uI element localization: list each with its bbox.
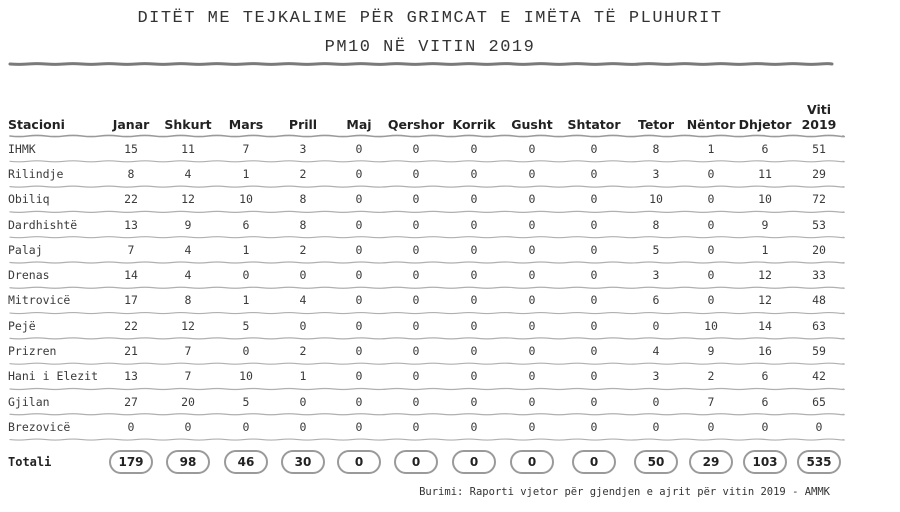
station-name: Palaj — [8, 242, 43, 257]
table-cell: 10 — [758, 192, 772, 207]
total-cell — [387, 440, 445, 484]
table-row — [8, 262, 845, 287]
table-cell: 4 — [184, 166, 192, 181]
table-cell: 0 — [412, 293, 420, 308]
table-cell: 7 — [127, 242, 135, 257]
table-cell: 0 — [470, 217, 478, 232]
table-cell: 0 — [590, 192, 598, 207]
table-cell: 1 — [707, 141, 715, 156]
column-header: Mars — [228, 117, 264, 132]
table-cell: 0 — [528, 192, 536, 207]
table-cell: 0 — [528, 318, 536, 333]
table-cell: 65 — [812, 394, 826, 409]
total-value-badge: 103 — [743, 450, 787, 474]
table-row — [8, 288, 845, 313]
station-name: Prizren — [8, 344, 57, 359]
total-value-badge: 179 — [109, 450, 153, 474]
table-cell: 0 — [355, 141, 363, 156]
table-cell: 2 — [299, 242, 307, 257]
table-cell: 6 — [761, 394, 769, 409]
column-header: Janar — [112, 117, 150, 132]
total-cell — [793, 440, 845, 484]
column-header: Tetor — [637, 117, 675, 132]
table-cell: 7 — [242, 141, 250, 156]
table-cell: 0 — [470, 242, 478, 257]
table-cell: 0 — [355, 192, 363, 207]
table-cell: 0 — [470, 318, 478, 333]
table-cell: 0 — [355, 318, 363, 333]
table-cell: 13 — [124, 217, 138, 232]
table-cell: 0 — [652, 318, 660, 333]
table-cell: 16 — [758, 344, 772, 359]
table-cell: 9 — [184, 217, 192, 232]
total-cell — [445, 440, 503, 484]
table-cell: 6 — [242, 217, 250, 232]
table-row — [8, 161, 845, 186]
table-cell: 4 — [652, 344, 660, 359]
table-cell: 0 — [299, 268, 307, 283]
table-cell: 8 — [652, 141, 660, 156]
total-cell — [627, 440, 685, 484]
table-cell: 8 — [299, 217, 307, 232]
column-header: Prill — [288, 117, 318, 132]
table-cell: 0 — [528, 166, 536, 181]
table-cell: 0 — [412, 419, 420, 434]
table-cell: 13 — [124, 369, 138, 384]
table-cell: 7 — [707, 394, 715, 409]
station-name: Drenas — [8, 268, 50, 283]
table-cell: 48 — [812, 293, 826, 308]
table-cell: 0 — [299, 419, 307, 434]
table-cell: 1 — [242, 293, 250, 308]
table-cell: 0 — [355, 242, 363, 257]
table-cell: 0 — [470, 141, 478, 156]
table-cell: 0 — [470, 369, 478, 384]
column-header: Maj — [346, 117, 372, 132]
table-cell: 0 — [707, 293, 715, 308]
table-cell: 0 — [590, 141, 598, 156]
table-cell: 0 — [355, 344, 363, 359]
column-header: Nëntor — [686, 117, 736, 132]
table-cell: 0 — [528, 141, 536, 156]
table-cell: 9 — [761, 217, 769, 232]
table-cell: 3 — [652, 268, 660, 283]
table-cell: 20 — [181, 394, 195, 409]
table-cell: 2 — [707, 369, 715, 384]
table-row — [8, 414, 845, 439]
totals-label: Totali — [8, 454, 52, 469]
table-cell: 6 — [761, 141, 769, 156]
total-value-badge: 46 — [224, 450, 268, 474]
table-cell: 0 — [707, 217, 715, 232]
total-cell — [103, 440, 159, 484]
table-cell: 0 — [707, 268, 715, 283]
table-cell: 33 — [812, 268, 826, 283]
table-cell: 29 — [812, 166, 826, 181]
table-cell: 3 — [652, 166, 660, 181]
column-header: Shtator — [567, 117, 621, 132]
total-value-badge: 30 — [281, 450, 325, 474]
total-cell — [217, 440, 275, 484]
table-cell: 5 — [242, 318, 250, 333]
table-cell: 0 — [127, 419, 135, 434]
table-cell: 20 — [812, 242, 826, 257]
table-cell: 0 — [470, 166, 478, 181]
table-cell: 4 — [184, 268, 192, 283]
table-cell: 14 — [758, 318, 772, 333]
station-name: Hani i Elezit — [8, 369, 99, 384]
table-row — [8, 136, 845, 161]
table-cell: 0 — [242, 419, 250, 434]
table-cell: 0 — [470, 192, 478, 207]
table-cell: 5 — [652, 242, 660, 257]
column-header: Viti 2019 — [801, 102, 837, 132]
table-cell: 0 — [652, 419, 660, 434]
table-cell: 0 — [412, 141, 420, 156]
station-name: Dardhishtë — [8, 217, 78, 232]
table-cell: 0 — [528, 344, 536, 359]
table-cell: 0 — [707, 242, 715, 257]
table-cell: 0 — [355, 293, 363, 308]
table-row — [8, 364, 845, 389]
table-cell: 7 — [184, 344, 192, 359]
table-cell: 0 — [652, 394, 660, 409]
table-row — [8, 237, 845, 262]
table-header-row — [8, 92, 845, 136]
total-cell — [503, 440, 561, 484]
table-cell: 3 — [299, 141, 307, 156]
table-cell: 4 — [184, 242, 192, 257]
column-header: Stacioni — [8, 117, 65, 132]
table-cell: 10 — [704, 318, 718, 333]
table-cell: 0 — [815, 419, 823, 434]
table-cell: 0 — [590, 419, 598, 434]
table-cell: 11 — [758, 166, 772, 181]
table-cell: 63 — [812, 318, 826, 333]
total-value-badge: 535 — [797, 450, 841, 474]
table-cell: 0 — [590, 344, 598, 359]
table-cell: 0 — [707, 419, 715, 434]
table-cell: 0 — [242, 268, 250, 283]
table-cell: 0 — [590, 293, 598, 308]
table-cell: 0 — [299, 394, 307, 409]
column-header: Dhjetor — [738, 117, 792, 132]
table-cell: 9 — [707, 344, 715, 359]
table-cell: 42 — [812, 369, 826, 384]
total-value-badge: 29 — [689, 450, 733, 474]
table-cell: 0 — [528, 268, 536, 283]
exceedance-table — [8, 92, 845, 484]
table-row — [8, 338, 845, 363]
table-cell: 12 — [758, 268, 772, 283]
table-cell: 2 — [299, 344, 307, 359]
table-cell: 4 — [299, 293, 307, 308]
table-cell: 0 — [242, 344, 250, 359]
table-cell: 8 — [127, 166, 135, 181]
station-name: Gjilan — [8, 394, 50, 409]
table-cell: 7 — [184, 369, 192, 384]
table-cell: 0 — [590, 268, 598, 283]
station-name: Obiliq — [8, 192, 50, 207]
source-note: Burimi: Raporti vjetor për gjendjen e ajrit për vitin 2019 - AMMK — [419, 486, 830, 498]
table-cell: 0 — [412, 268, 420, 283]
total-value-badge: 0 — [572, 450, 616, 474]
chart-title-line-2: PM10 NË VITIN 2019 — [324, 38, 536, 57]
table-cell: 0 — [412, 318, 420, 333]
table-cell: 0 — [590, 318, 598, 333]
table-cell: 6 — [761, 369, 769, 384]
table-cell: 15 — [124, 141, 138, 156]
table-cell: 0 — [590, 166, 598, 181]
total-value-badge: 0 — [337, 450, 381, 474]
table-cell: 0 — [528, 242, 536, 257]
table-cell: 22 — [124, 318, 138, 333]
total-cell — [737, 440, 793, 484]
table-cell: 0 — [528, 293, 536, 308]
station-name: Mitrovicë — [8, 293, 71, 308]
table-cell: 0 — [412, 344, 420, 359]
table-cell: 0 — [707, 166, 715, 181]
column-header: Qershor — [387, 117, 445, 132]
table-cell: 0 — [590, 242, 598, 257]
table-cell: 0 — [590, 394, 598, 409]
total-value-badge: 50 — [634, 450, 678, 474]
table-cell: 12 — [758, 293, 772, 308]
table-cell: 0 — [355, 166, 363, 181]
total-cell — [159, 440, 217, 484]
table-cell: 0 — [528, 419, 536, 434]
table-row — [8, 313, 845, 338]
table-cell: 0 — [412, 217, 420, 232]
table-cell: 0 — [590, 369, 598, 384]
table-cell: 17 — [124, 293, 138, 308]
total-cell — [685, 440, 737, 484]
chart-title-line-1: DITËT ME TEJKALIME PËR GRIMCAT E IMËTA TË PLUHURIT — [137, 9, 723, 28]
table-cell: 0 — [412, 192, 420, 207]
table-cell: 0 — [412, 166, 420, 181]
table-row — [8, 389, 845, 414]
table-cell: 1 — [242, 242, 250, 257]
table-cell: 1 — [299, 369, 307, 384]
table-cell: 0 — [470, 419, 478, 434]
table-cell: 5 — [242, 394, 250, 409]
table-cell: 0 — [470, 344, 478, 359]
table-cell: 10 — [239, 369, 253, 384]
table-cell: 0 — [299, 318, 307, 333]
total-value-badge: 0 — [510, 450, 554, 474]
table-cell: 0 — [590, 217, 598, 232]
total-cell — [331, 440, 387, 484]
table-cell: 12 — [181, 318, 195, 333]
column-header: Korrik — [452, 117, 496, 132]
table-cell: 14 — [124, 268, 138, 283]
column-header: Gusht — [511, 117, 553, 132]
table-cell: 0 — [355, 268, 363, 283]
table-cell: 0 — [355, 394, 363, 409]
totals-row — [8, 440, 845, 484]
total-cell — [561, 440, 627, 484]
table-cell: 59 — [812, 344, 826, 359]
table-cell: 22 — [124, 192, 138, 207]
table-cell: 0 — [412, 369, 420, 384]
table-cell: 27 — [124, 394, 138, 409]
title-underline — [10, 64, 832, 65]
table-cell: 0 — [528, 217, 536, 232]
table-cell: 10 — [239, 192, 253, 207]
table-cell: 8 — [652, 217, 660, 232]
table-cell: 8 — [184, 293, 192, 308]
table-cell: 10 — [649, 192, 663, 207]
table-cell: 6 — [652, 293, 660, 308]
table-row — [8, 212, 845, 237]
table-cell: 0 — [470, 268, 478, 283]
station-name: Brezovicë — [8, 419, 71, 434]
total-value-badge: 0 — [452, 450, 496, 474]
table-cell: 0 — [184, 419, 192, 434]
table-cell: 11 — [181, 141, 195, 156]
table-cell: 0 — [355, 369, 363, 384]
table-cell: 0 — [470, 394, 478, 409]
table-cell: 0 — [355, 217, 363, 232]
table-cell: 51 — [812, 141, 826, 156]
table-cell: 0 — [707, 192, 715, 207]
table-cell: 0 — [761, 419, 769, 434]
table-cell: 12 — [181, 192, 195, 207]
station-name: Pejë — [8, 318, 36, 333]
station-name: Rilindje — [8, 166, 64, 181]
table-cell: 0 — [528, 369, 536, 384]
total-value-badge: 98 — [166, 450, 210, 474]
table-cell: 21 — [124, 344, 138, 359]
total-value-badge: 0 — [394, 450, 438, 474]
table-cell: 1 — [761, 242, 769, 257]
station-name: IHMK — [8, 141, 36, 156]
table-cell: 0 — [412, 242, 420, 257]
table-cell: 0 — [355, 419, 363, 434]
table-cell: 2 — [299, 166, 307, 181]
table-cell: 0 — [528, 394, 536, 409]
table-cell: 72 — [812, 192, 826, 207]
table-cell: 8 — [299, 192, 307, 207]
total-cell — [275, 440, 331, 484]
table-cell: 1 — [242, 166, 250, 181]
table-cell: 3 — [652, 369, 660, 384]
table-cell: 0 — [412, 394, 420, 409]
table-cell: 0 — [470, 293, 478, 308]
table-row — [8, 187, 845, 212]
column-header: Shkurt — [164, 117, 212, 132]
table-cell: 53 — [812, 217, 826, 232]
